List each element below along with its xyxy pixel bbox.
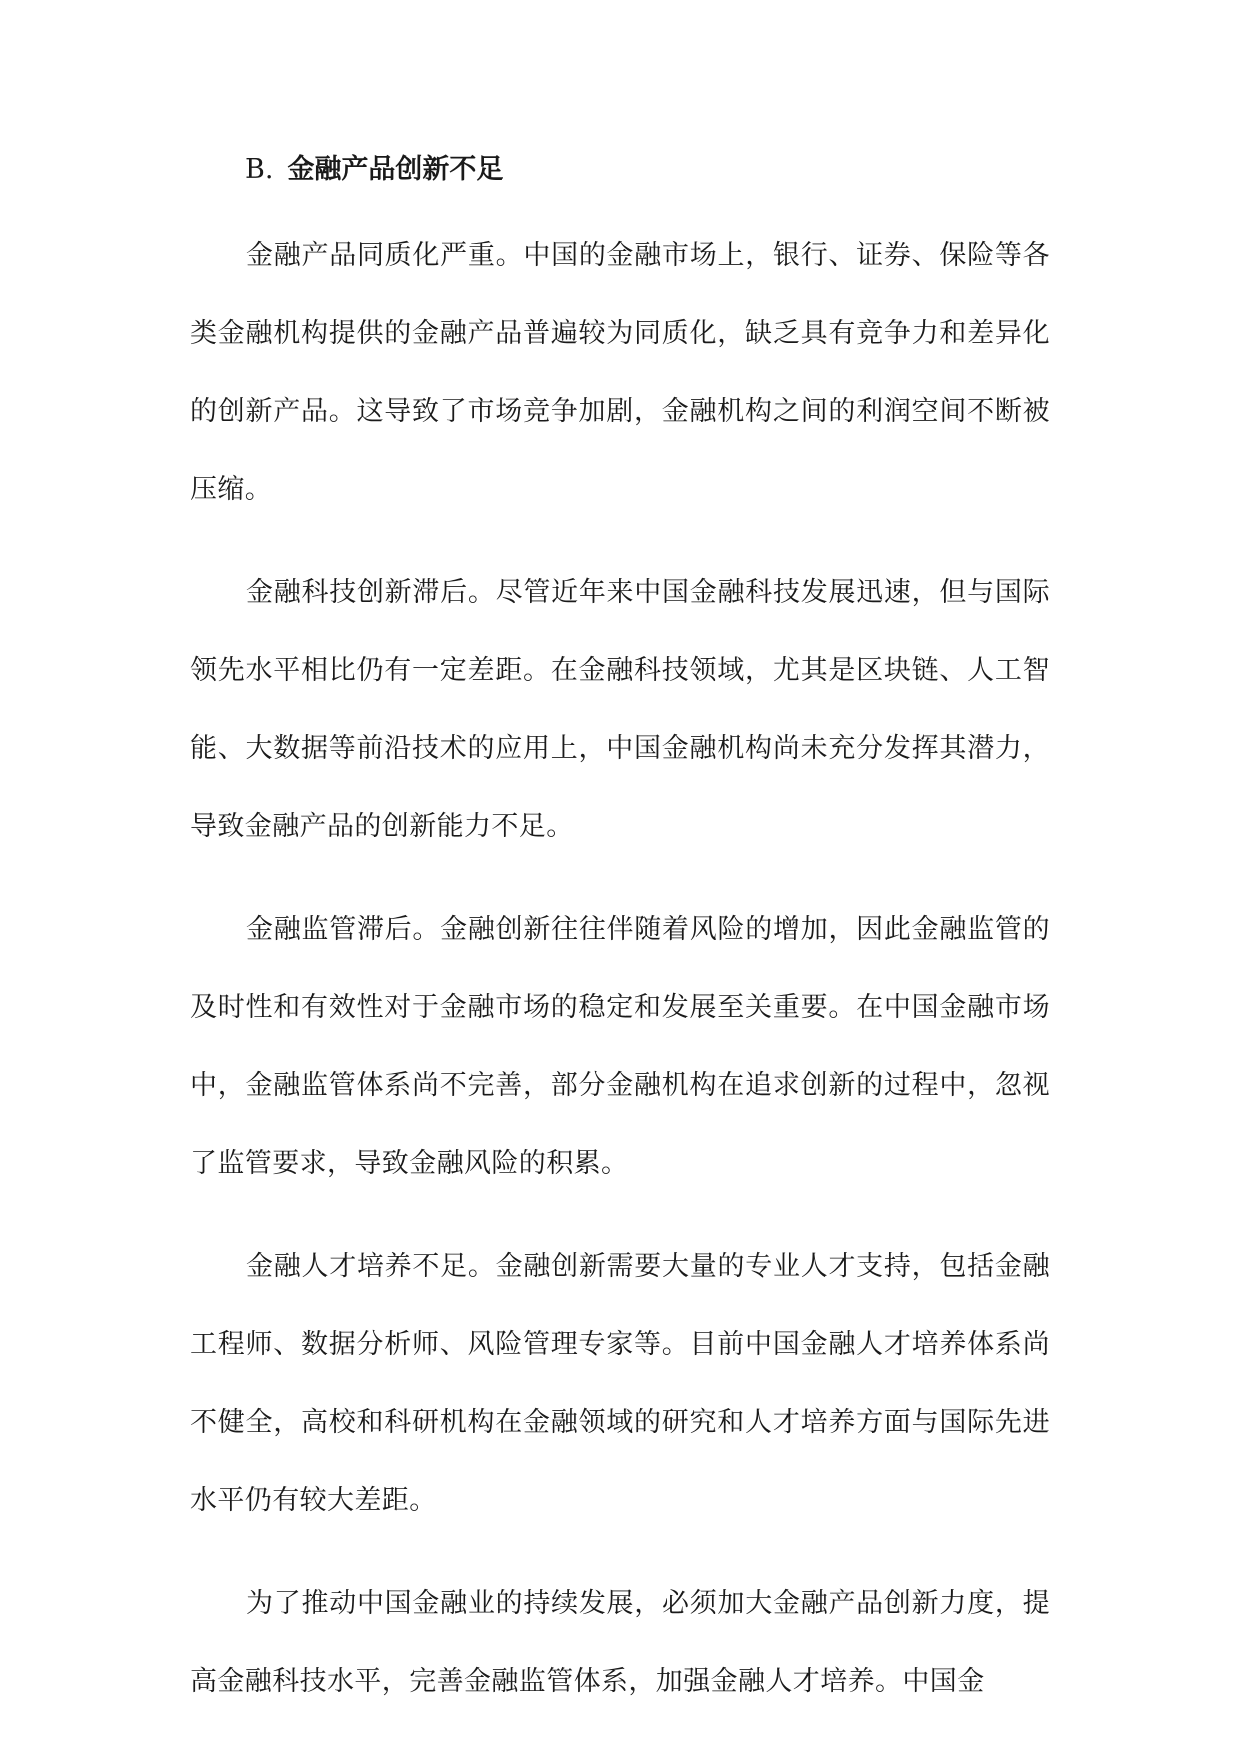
section-title: 金融产品创新不足 (287, 154, 504, 185)
paragraph-product-homogeneity: 金融产品同质化严重。中国的金融市场上，银行、证券、保险等各类金融机构提供的金融产品普遍较为同质化，缺乏具有竞争力和差异化的创新产品。这导致了市场竞争加剧，金融机构之间的利润空间不断被压缩。 (190, 240, 1050, 505)
paragraph-conclusion: 为了推动中国金融业的持续发展，必须加大金融产品创新力度，提高金融科技水平，完善金融监管体系，加强金融人才培养。中国金 (190, 1588, 1050, 1697)
paragraph-fintech-lag: 金融科技创新滞后。尽管近年来中国金融科技发展迅速，但与国际领先水平相比仍有一定差距。在金融科技领域，尤其是区块链、人工智能、大数据等前沿技术的应用上，中国金融机构尚未充分发挥其潜力，导致金融产品的创新能力不足。 (190, 577, 1050, 842)
section-marker: B. (245, 154, 274, 185)
paragraph-talent-shortage: 金融人才培养不足。金融创新需要大量的专业人才支持，包括金融工程师、数据分析师、风险管理专家等。目前中国金融人才培养体系尚不健全，高校和科研机构在金融领域的研究和人才培养方面与国际先进水平仍有较大差距。 (190, 1251, 1050, 1516)
document-page (190, 148, 1050, 1746)
paragraph-regulation-lag: 金融监管滞后。金融创新往往伴随着风险的增加，因此金融监管的及时性和有效性对于金融市场的稳定和发展至关重要。在中国金融市场中，金融监管体系尚不完善，部分金融机构在追求创新的过程中，忽视了监管要求，导致金融风险的积累。 (190, 914, 1050, 1179)
section-heading (190, 148, 1050, 192)
